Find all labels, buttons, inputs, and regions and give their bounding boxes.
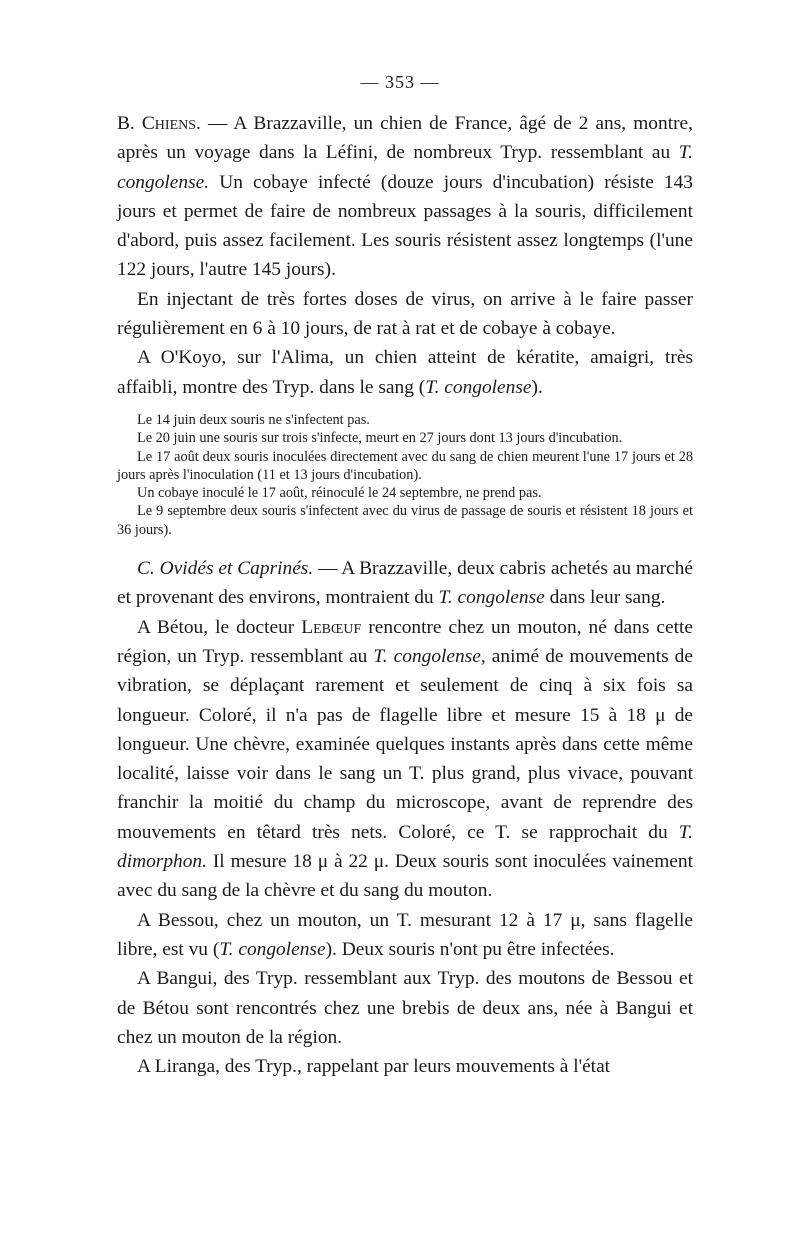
paragraph-okoyo: A O'Koyo, sur l'Alima, un chien atteint de kératite, amaigri, très affaibli, montre des Tryp. dans le sang (T. congolense). xyxy=(117,347,693,398)
note-line: Le 20 juin une souris sur trois s'infecte, meurt en 27 jours dont 13 jours d'incubation. xyxy=(137,430,623,447)
paragraph-liranga: A Liranga, des Tryp., rappelant par leurs mouvements à l'état xyxy=(137,1056,611,1078)
note-line: Un cobaye inoculé le 17 août, réinoculé le 24 septembre, ne prend pas. xyxy=(137,485,542,502)
paragraph-bessou: A Bessou, chez un mouton, un T. mesurant 12 à 17 μ, sans flagelle libre, est vu (T. congolense). Deux souris n'ont pu être infectées. xyxy=(117,909,693,960)
paragraph-chiens: B. Chiens. — A Brazzaville, un chien de France, âgé de 2 ans, montre, après un voyage dans la Léfini, de nombreux Tryp. ressemblant au T. congolense. Un cobaye infecté (douze jours d'incubation) résiste 143 jours et permet de faire de nombreux passages à la souris, difficilement d'abord, puis assez facilement. Les souris résistent assez longtemps (l'une 122 jours, l'autre 145 jours). xyxy=(117,113,693,281)
note-line: Le 9 septembre deux souris s'infectent avec du virus de passage de souris et résistent 18 jours et 36 jours). xyxy=(117,503,693,538)
section-lead-ovides: C. Ovidés et Caprinés. xyxy=(137,558,314,580)
paragraph-injection: En injectant de très fortes doses de virus, on arrive à le faire passer régulièrement en 6 à 10 jours, de rat à rat et de cobaye à cobaye. xyxy=(117,288,693,340)
paragraph-ovides: C. Ovidés et Caprinés. — A Brazzaville, deux cabris achetés au marché et provenant des environs, montraient du T. congolense dans leur sang. xyxy=(117,558,693,609)
note-line: Le 14 juin deux souris ne s'infectent pas. xyxy=(137,411,370,428)
page-number: — 353 — xyxy=(360,72,440,92)
note-line: Le 17 août deux souris inoculées directement avec du sang de chien meurent l'une 17 jours et 28 jours après l'inoculation (11 et 13 jours d'incubation). xyxy=(117,448,693,483)
author-name: Lebœuf xyxy=(301,616,362,638)
paragraph-betou: A Bétou, le docteur Lebœuf rencontre chez un mouton, né dans cette région, un Tryp. ressemblant au T. congolense, animé de mouvements de vibration, se déplaçant rarement et seulement de cinq à six fois sa longueur. Coloré, il n'a pas de flagelle libre et mesure 15 à 18 μ de longueur. Une chèvre, examinée quelques instants après dans cette même localité, laisse voir dans le sang un T. plus grand, plus vivace, pouvant franchir la moitié du champ du microscope, avant de reprendre des mouvements en têtard très nets. Coloré, ce T. se rapprochait du T. dimorphon. Il mesure 18 μ à 22 μ. Deux souris sont inoculées vainement avec du sang de la chèvre et du sang du mouton. xyxy=(117,616,693,902)
paragraph-bangui: A Bangui, des Tryp. ressemblant aux Tryp. des moutons de Bessou et de Bétou sont rencontrés chez une brebis de deux ans, née à Bangui et chez un mouton de la région. xyxy=(117,968,693,1048)
page-body xyxy=(117,109,693,1081)
experiment-notes xyxy=(117,411,693,539)
section-lead-chiens: B. Chiens. xyxy=(117,113,201,134)
